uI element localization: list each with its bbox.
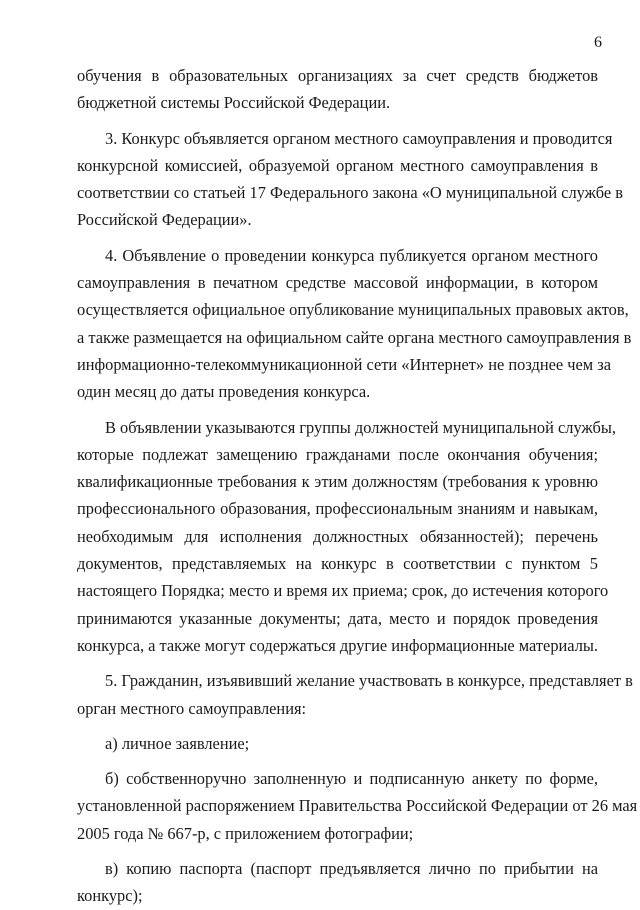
paragraph-p-announce	[77, 414, 616, 660]
paragraph-p5c	[77, 855, 598, 910]
text-line: квалификационные требования к этим должностям (требования к уровню	[77, 472, 598, 492]
paragraph-p3	[77, 125, 623, 234]
paragraph-p5a	[77, 730, 598, 757]
text-line: бюджетной системы Российской Федерации.	[77, 93, 391, 113]
paragraph-p5b	[77, 765, 638, 847]
text-line: 2005 года № 667-р, с приложением фотографии;	[77, 823, 414, 843]
paragraph-gap	[77, 659, 598, 667]
paragraph-gap	[77, 117, 598, 125]
text-line: 3. Конкурс объявляется органом местного самоуправления и проводится	[105, 128, 613, 148]
text-line: 4. Объявление о проведении конкурса публикуется органом местного	[105, 245, 598, 265]
paragraph-gap	[77, 722, 598, 730]
text-line: которые подлежат замещению гражданами после окончания обучения;	[77, 444, 598, 464]
paragraph-gap	[77, 406, 598, 414]
paragraph-gap	[77, 757, 598, 765]
text-line: обучения в образовательных организациях за счет средств бюджетов	[77, 66, 598, 85]
text-line: В объявлении указываются группы должностей муниципальной службы,	[105, 417, 616, 437]
paragraph-gap	[77, 234, 598, 242]
paragraph-gap	[77, 847, 598, 855]
text-line: а) личное заявление;	[105, 733, 250, 753]
text-line: конкурсной комиссией, образуемой органом местного самоуправления в	[77, 155, 598, 175]
text-line: б) собственноручно заполненную и подписанную анкету по форме,	[105, 769, 598, 789]
page-number: 6	[594, 34, 602, 51]
text-line: необходимым для исполнения должностных обязанностей); перечень	[77, 526, 598, 546]
text-line: настоящего Порядка; место и время их приема; срок, до истечения которого	[77, 581, 609, 601]
document-body	[77, 62, 638, 910]
text-line: установленной распоряжением Правительства Российской Федерации от 26 мая	[77, 796, 638, 816]
text-line: принимаются указанные документы; дата, место и порядок проведения	[77, 608, 598, 628]
text-line: документов, представляемых на конкурс в соответствии с пунктом 5	[77, 554, 598, 574]
text-line: а также размещается на официальном сайте органа местного самоуправления в	[77, 327, 632, 347]
text-line: осуществляется официальное опубликование муниципальных правовых актов,	[77, 300, 629, 320]
text-line: профессионального образования, профессиональным знаниям и навыкам,	[77, 499, 598, 519]
text-line: Российской Федерации».	[77, 210, 252, 230]
text-line: конкурс);	[77, 886, 143, 906]
text-line: 5. Гражданин, изъявивший желание участвовать в конкурсе, представляет в	[105, 671, 633, 691]
paragraph-p4	[77, 242, 632, 406]
text-line: орган местного самоуправления:	[77, 698, 307, 718]
paragraph-p-cont	[77, 62, 598, 117]
text-line: конкурса, а также могут содержаться другие информационные материалы.	[77, 635, 599, 655]
text-line: информационно-телекоммуникационной сети «Интернет» не позднее чем за	[77, 354, 612, 374]
paragraph-p5	[77, 667, 633, 722]
text-line: соответствии со статьей 17 Федерального закона «О муниципальной службе в	[77, 183, 623, 203]
text-line: один месяц до даты проведения конкурса.	[77, 382, 371, 402]
text-line: в) копию паспорта (паспорт предъявляется лично по прибытии на	[105, 859, 598, 879]
text-line: самоуправления в печатном средстве массовой информации, в котором	[77, 273, 598, 293]
